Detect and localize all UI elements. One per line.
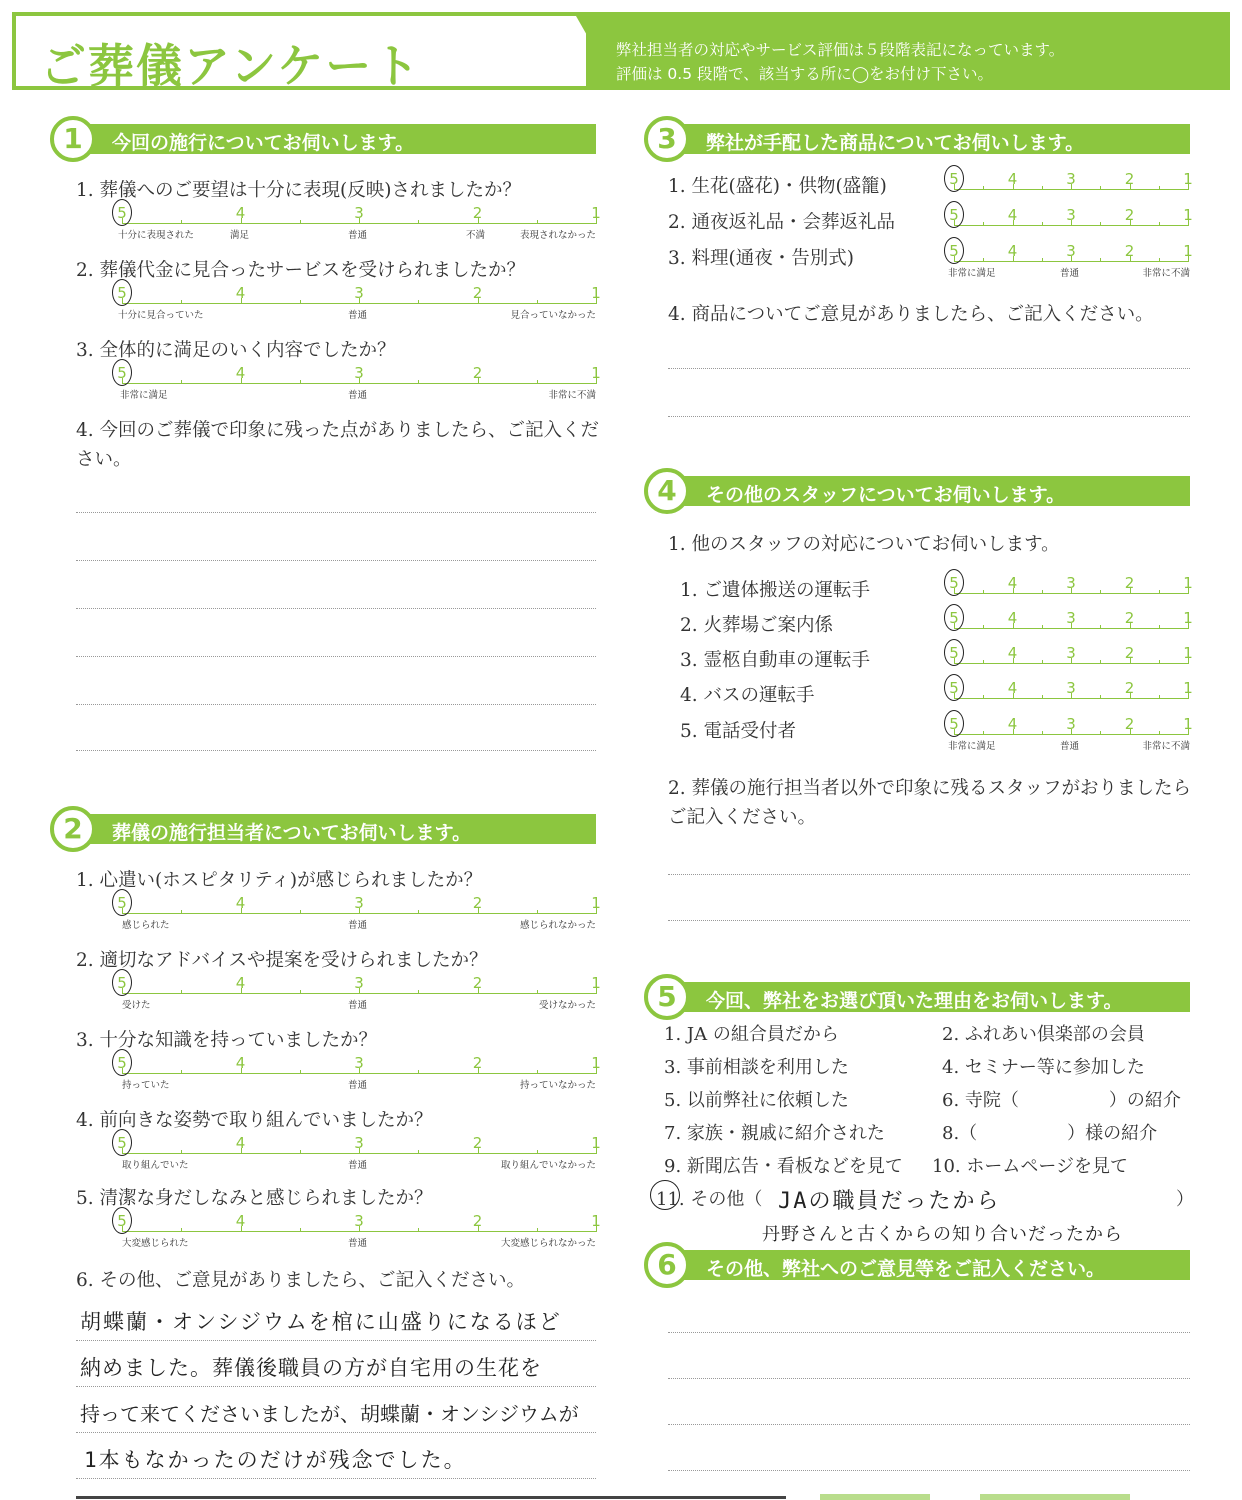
scale-number-2[interactable]: 2 bbox=[1124, 574, 1135, 592]
section-number: 1 bbox=[50, 116, 96, 162]
scale-half-tick bbox=[1100, 590, 1101, 594]
scale-number-1[interactable]: 1 bbox=[1183, 715, 1193, 733]
scale-label-1: 非常に不満 bbox=[1142, 268, 1190, 279]
rated-item: 1. ご遺体搬送の運転手 bbox=[680, 580, 871, 601]
section-number: 2 bbox=[50, 806, 96, 852]
other-close-paren: ） bbox=[1176, 1189, 1194, 1210]
scale-number-4[interactable]: 4 bbox=[235, 894, 246, 912]
rating-scale[interactable] bbox=[114, 1056, 600, 1090]
scale-number-4[interactable]: 4 bbox=[235, 1212, 246, 1230]
scale-half-tick bbox=[418, 300, 419, 304]
rating-scale[interactable] bbox=[114, 206, 600, 240]
scale-half-tick bbox=[181, 1150, 182, 1154]
rated-item: 2. 火葬場ご案内係 bbox=[680, 615, 834, 636]
reason-choice[interactable]: 4. セミナー等に参加した bbox=[942, 1057, 1145, 1078]
section-title: 今回、弊社をお選び頂いた理由をお伺いします。 bbox=[706, 990, 1123, 1012]
scale-number-2[interactable]: 2 bbox=[472, 1134, 483, 1152]
scale-label-5: 持っていた bbox=[122, 1080, 170, 1091]
scale-number-2[interactable]: 2 bbox=[472, 1054, 483, 1072]
scale-number-4[interactable]: 4 bbox=[235, 364, 246, 382]
scale-number-1[interactable]: 1 bbox=[1183, 574, 1193, 592]
scale-number-1[interactable]: 1 bbox=[591, 1054, 601, 1072]
section-title: 今回の施行についてお伺いします。 bbox=[112, 132, 415, 154]
selected-rating-circle bbox=[112, 199, 132, 226]
section-4-header bbox=[644, 476, 1190, 506]
selected-rating-circle bbox=[944, 710, 964, 737]
scale-half-tick bbox=[983, 660, 984, 664]
scale-number-5[interactable]: 5 bbox=[949, 715, 959, 733]
scale-number-1[interactable]: 1 bbox=[591, 1212, 601, 1230]
scale-number-1[interactable]: 1 bbox=[591, 894, 601, 912]
scale-half-tick bbox=[983, 258, 984, 262]
answer-line[interactable] bbox=[668, 368, 1190, 369]
scale-half-tick bbox=[418, 380, 419, 384]
section-number: 6 bbox=[644, 1242, 690, 1288]
footer-box bbox=[820, 1494, 930, 1500]
answer-line[interactable] bbox=[76, 656, 596, 657]
answer-line[interactable] bbox=[76, 1478, 596, 1479]
question-text: 5. 清潔な身だしなみと感じられましたか？ bbox=[76, 1188, 433, 1209]
scale-half-tick bbox=[537, 220, 538, 224]
rated-item: 5. 電話受付者 bbox=[680, 721, 797, 742]
scale-half-tick bbox=[300, 1070, 301, 1074]
reason-choice[interactable]: 2. ふれあい倶楽部の会員 bbox=[942, 1024, 1145, 1045]
scale-number-4[interactable]: 4 bbox=[1007, 715, 1018, 733]
scale-half-tick bbox=[537, 1228, 538, 1232]
scale-half-tick bbox=[983, 186, 984, 190]
selected-choice-circle bbox=[650, 1180, 680, 1210]
scale-half-tick bbox=[1042, 660, 1043, 664]
scale-half-tick bbox=[300, 990, 301, 994]
scale-half-tick bbox=[537, 1070, 538, 1074]
scale-number-3[interactable]: 3 bbox=[354, 204, 364, 222]
scale-label-4: 満足 bbox=[230, 230, 250, 241]
scale-half-tick bbox=[537, 300, 538, 304]
rating-scale[interactable] bbox=[114, 286, 600, 320]
scale-half-tick bbox=[418, 1228, 419, 1232]
answer-line[interactable] bbox=[76, 750, 596, 751]
question-text: 2. 適切なアドバイスや提案を受けられましたか？ bbox=[76, 950, 488, 971]
scale-number-4[interactable]: 4 bbox=[1007, 679, 1018, 697]
scale-half-tick bbox=[181, 1070, 182, 1074]
selected-rating-circle bbox=[112, 359, 132, 386]
scale-number-1[interactable]: 1 bbox=[1183, 242, 1193, 260]
scale-label-5: 受けた bbox=[122, 1000, 151, 1011]
scale-half-tick bbox=[418, 220, 419, 224]
scale-number-1[interactable]: 1 bbox=[1183, 170, 1193, 188]
section-3-header bbox=[644, 124, 1190, 154]
question-text: 3. 十分な知識を持っていましたか？ bbox=[76, 1030, 378, 1051]
scale-number-1[interactable]: 1 bbox=[1183, 206, 1193, 224]
scale-number-4[interactable]: 4 bbox=[1007, 170, 1018, 188]
scale-number-1[interactable]: 1 bbox=[1183, 644, 1193, 662]
scale-half-tick bbox=[1100, 695, 1101, 699]
rated-item: 3. 霊柩自動車の運転手 bbox=[680, 650, 871, 671]
section-6-header bbox=[644, 1250, 1190, 1280]
section-number: 4 bbox=[644, 468, 690, 514]
rating-scale[interactable] bbox=[946, 244, 1192, 278]
answer-line[interactable] bbox=[668, 416, 1190, 417]
reason-choice[interactable]: 3. 事前相談を利用した bbox=[664, 1057, 849, 1078]
scale-half-tick bbox=[300, 300, 301, 304]
answer-line[interactable] bbox=[76, 1432, 596, 1433]
selected-rating-circle bbox=[112, 969, 132, 996]
answer-line[interactable] bbox=[76, 704, 596, 705]
selected-rating-circle bbox=[112, 1129, 132, 1156]
scale-number-3[interactable]: 3 bbox=[354, 974, 364, 992]
scale-label-1: 取り組んでいなかった bbox=[500, 1160, 596, 1171]
scale-half-tick bbox=[181, 380, 182, 384]
scale-half-tick bbox=[1159, 222, 1160, 226]
reason-choice[interactable]: 5. 以前弊社に依頼した bbox=[664, 1090, 849, 1111]
scale-number-4[interactable]: 4 bbox=[235, 1054, 246, 1072]
selected-rating-circle bbox=[112, 279, 132, 306]
rating-scale[interactable] bbox=[946, 646, 1192, 680]
scale-half-tick bbox=[983, 695, 984, 699]
scale-label-1: 持っていなかった bbox=[519, 1080, 596, 1091]
scale-label-1: 見合っていなかった bbox=[510, 310, 596, 321]
scale-number-3[interactable]: 3 bbox=[1066, 644, 1076, 662]
rating-scale[interactable] bbox=[114, 366, 600, 400]
scale-number-5[interactable]: 5 bbox=[949, 644, 959, 662]
question-text: 1. 葬儀へのご要望は十分に表現(反映)されましたか？ bbox=[76, 180, 521, 201]
scale-half-tick bbox=[983, 590, 984, 594]
page-title: ご葬儀アンケート bbox=[40, 39, 422, 93]
scale-label-3: 普通 bbox=[348, 1000, 368, 1011]
question-text: 6. その他、ご意見がありましたら、ご記入ください。 bbox=[76, 1270, 526, 1291]
section-title: その他、弊社へのご意見等をご記入ください。 bbox=[706, 1258, 1106, 1280]
scale-number-4[interactable]: 4 bbox=[235, 1134, 246, 1152]
rating-scale[interactable] bbox=[946, 717, 1192, 751]
scale-number-5[interactable]: 5 bbox=[117, 204, 127, 222]
scale-number-3[interactable]: 3 bbox=[1066, 242, 1076, 260]
rating-scale[interactable] bbox=[946, 681, 1192, 715]
handwritten-comment-line: 持って来てくださいましたが、胡蝶蘭・オンシジウムが bbox=[80, 1402, 579, 1426]
scale-number-4[interactable]: 4 bbox=[1007, 574, 1018, 592]
scale-label-5: 非常に満足 bbox=[948, 741, 996, 752]
scale-label-1: 非常に不満 bbox=[548, 390, 596, 401]
scale-half-tick bbox=[1042, 695, 1043, 699]
scale-number-2[interactable]: 2 bbox=[1124, 170, 1135, 188]
scale-half-tick bbox=[418, 1070, 419, 1074]
rating-scale[interactable] bbox=[946, 172, 1192, 206]
rated-item: 4. バスの運転手 bbox=[680, 685, 815, 706]
scale-number-3[interactable]: 3 bbox=[354, 894, 364, 912]
selected-rating-circle bbox=[944, 674, 964, 701]
scale-number-3[interactable]: 3 bbox=[1066, 574, 1076, 592]
answer-line[interactable] bbox=[668, 1424, 1190, 1425]
scale-half-tick bbox=[1100, 660, 1101, 664]
rating-scale[interactable] bbox=[114, 976, 600, 1010]
scale-number-3[interactable]: 3 bbox=[354, 364, 364, 382]
scale-half-tick bbox=[1042, 222, 1043, 226]
scale-label-2: 不満 bbox=[466, 230, 486, 241]
selected-rating-circle bbox=[944, 165, 964, 192]
scale-number-1[interactable]: 1 bbox=[1183, 679, 1193, 697]
question-text: 4. 商品についてご意見がありましたら、ご記入ください。 bbox=[668, 304, 1154, 325]
scale-number-2[interactable]: 2 bbox=[472, 204, 483, 222]
scale-half-tick bbox=[418, 910, 419, 914]
scale-number-5[interactable]: 5 bbox=[949, 679, 959, 697]
section-title: その他のスタッフについてお伺いします。 bbox=[706, 484, 1066, 506]
scale-label-5: 十分に表現された bbox=[118, 230, 195, 241]
selected-rating-circle bbox=[944, 201, 964, 228]
handwritten-comment-line: 1本もなかったのだけが残念でした。 bbox=[84, 1448, 467, 1472]
scale-number-3[interactable]: 3 bbox=[354, 1134, 364, 1152]
answer-line[interactable] bbox=[76, 512, 596, 513]
question-text: 2. 葬儀の施行担当者以外で印象に残るスタッフがおりましたらご記入ください。 bbox=[668, 778, 1192, 828]
answer-line[interactable] bbox=[76, 560, 596, 561]
selected-rating-circle bbox=[944, 569, 964, 596]
scale-half-tick bbox=[537, 380, 538, 384]
scale-number-5[interactable]: 5 bbox=[117, 1212, 127, 1230]
scale-number-3[interactable]: 3 bbox=[1066, 715, 1076, 733]
rating-scale[interactable] bbox=[114, 1136, 600, 1170]
scale-half-tick bbox=[983, 625, 984, 629]
scale-half-tick bbox=[1100, 625, 1101, 629]
scale-number-3[interactable]: 3 bbox=[354, 1054, 364, 1072]
scale-number-3[interactable]: 3 bbox=[1066, 679, 1076, 697]
scale-number-2[interactable]: 2 bbox=[1124, 206, 1135, 224]
scale-number-3[interactable]: 3 bbox=[1066, 609, 1076, 627]
scale-number-3[interactable]: 3 bbox=[354, 1212, 364, 1230]
handwritten-comment-line: 納めました。葬儀後職員の方が自宅用の生花を bbox=[80, 1356, 542, 1380]
scale-number-2[interactable]: 2 bbox=[1124, 242, 1135, 260]
scale-number-1[interactable]: 1 bbox=[1183, 609, 1193, 627]
scale-number-5[interactable]: 5 bbox=[117, 1134, 127, 1152]
rated-item: 1. 生花(盛花)・供物(盛籠) bbox=[668, 176, 887, 197]
handwritten-comment-line: 胡蝶蘭・オンシジウムを棺に山盛りになるほど bbox=[80, 1310, 562, 1334]
scale-half-tick bbox=[300, 220, 301, 224]
rating-scale[interactable] bbox=[946, 611, 1192, 645]
scale-number-2[interactable]: 2 bbox=[1124, 609, 1135, 627]
reason-choice[interactable]: 10. ホームページを見て bbox=[932, 1156, 1128, 1177]
scale-label-1: 非常に不満 bbox=[1142, 741, 1190, 752]
reason-choice[interactable]: 8.（ ）様の紹介 bbox=[942, 1123, 1158, 1144]
scale-half-tick bbox=[1042, 731, 1043, 735]
scale-label-5: 取り組んでいた bbox=[122, 1160, 189, 1171]
scale-label-3: 普通 bbox=[348, 1238, 368, 1249]
scale-number-2[interactable]: 2 bbox=[472, 284, 483, 302]
selected-rating-circle bbox=[112, 1049, 132, 1076]
section-title: 葬儀の施行担当者についてお伺いします。 bbox=[112, 822, 472, 844]
selected-rating-circle bbox=[112, 1207, 132, 1234]
question-text: 4. 今回のご葬儀で印象に残った点がありましたら、ご記入ください。 bbox=[76, 420, 600, 470]
scale-label-3: 普通 bbox=[348, 390, 368, 401]
scale-number-5[interactable]: 5 bbox=[949, 242, 959, 260]
section-number: 3 bbox=[644, 116, 690, 162]
section-1-header bbox=[50, 124, 596, 154]
scale-number-4[interactable]: 4 bbox=[235, 284, 246, 302]
scale-half-tick bbox=[181, 990, 182, 994]
scale-number-3[interactable]: 3 bbox=[354, 284, 364, 302]
scale-label-5: 非常に満足 bbox=[948, 268, 996, 279]
scale-number-5[interactable]: 5 bbox=[949, 574, 959, 592]
header-note-1: 弊社担当者の対応やサービス評価は５段階表記になっています。 bbox=[616, 41, 1065, 59]
scale-half-tick bbox=[1042, 625, 1043, 629]
scale-half-tick bbox=[537, 1150, 538, 1154]
question-text: 2. 葬儀代金に見合ったサービスを受けられましたか？ bbox=[76, 260, 526, 281]
scale-half-tick bbox=[418, 1150, 419, 1154]
scale-label-1: 感じられなかった bbox=[519, 920, 596, 931]
scale-label-3: 普通 bbox=[348, 1160, 368, 1171]
section-number: 5 bbox=[644, 974, 690, 1020]
scale-half-tick bbox=[1159, 186, 1160, 190]
rating-scale[interactable] bbox=[114, 1214, 600, 1248]
scale-half-tick bbox=[1100, 186, 1101, 190]
scale-half-tick bbox=[181, 300, 182, 304]
scale-half-tick bbox=[300, 910, 301, 914]
scale-number-2[interactable]: 2 bbox=[1124, 644, 1135, 662]
scale-half-tick bbox=[983, 222, 984, 226]
scale-half-tick bbox=[1159, 625, 1160, 629]
scale-label-1: 受けなかった bbox=[538, 1000, 596, 1011]
footer-box bbox=[980, 1494, 1130, 1500]
scale-number-5[interactable]: 5 bbox=[117, 364, 127, 382]
scale-half-tick bbox=[1159, 660, 1160, 664]
scale-number-2[interactable]: 2 bbox=[1124, 679, 1135, 697]
selected-rating-circle bbox=[944, 639, 964, 666]
scale-half-tick bbox=[181, 910, 182, 914]
answer-line[interactable] bbox=[668, 1378, 1190, 1379]
scale-label-1: 表現されなかった bbox=[519, 230, 596, 241]
scale-number-4[interactable]: 4 bbox=[235, 974, 246, 992]
scale-half-tick bbox=[300, 380, 301, 384]
answer-line[interactable] bbox=[668, 1332, 1190, 1333]
scale-label-1: 大変感じられなかった bbox=[500, 1238, 596, 1249]
scale-half-tick bbox=[1042, 590, 1043, 594]
question-text: 3. 全体的に満足のいく内容でしたか？ bbox=[76, 340, 396, 361]
reason-choice[interactable]: 6. 寺院（ ）の紹介 bbox=[942, 1090, 1181, 1111]
scale-number-5[interactable]: 5 bbox=[117, 974, 127, 992]
scale-number-2[interactable]: 2 bbox=[472, 364, 483, 382]
scale-label-3: 普通 bbox=[348, 230, 368, 241]
footer-rule bbox=[76, 1496, 786, 1499]
question-text: 4. 前向きな姿勢で取り組んでいましたか？ bbox=[76, 1110, 433, 1131]
reason-choice[interactable]: 1. JA の組合員だから bbox=[664, 1024, 839, 1045]
answer-line[interactable] bbox=[668, 874, 1190, 875]
selected-rating-circle bbox=[944, 237, 964, 264]
scale-half-tick bbox=[1042, 186, 1043, 190]
reason-choice-other[interactable]: 11. その他（ bbox=[656, 1189, 763, 1210]
scale-number-2[interactable]: 2 bbox=[1124, 715, 1135, 733]
scale-half-tick bbox=[181, 1228, 182, 1232]
answer-line[interactable] bbox=[76, 1340, 596, 1341]
scale-label-3: 普通 bbox=[348, 310, 368, 321]
scale-half-tick bbox=[1159, 258, 1160, 262]
scale-number-4[interactable]: 4 bbox=[1007, 206, 1018, 224]
scale-number-2[interactable]: 2 bbox=[472, 974, 483, 992]
scale-number-4[interactable]: 4 bbox=[1007, 644, 1018, 662]
question-text: 1. 他のスタッフの対応についてお伺いします。 bbox=[668, 534, 1060, 555]
scale-number-3[interactable]: 3 bbox=[1066, 206, 1076, 224]
scale-number-4[interactable]: 4 bbox=[1007, 609, 1018, 627]
scale-label-3: 普通 bbox=[1060, 741, 1080, 752]
scale-number-2[interactable]: 2 bbox=[472, 894, 483, 912]
section-title: 弊社が手配した商品についてお伺いします。 bbox=[706, 132, 1085, 154]
scale-number-1[interactable]: 1 bbox=[591, 204, 601, 222]
answer-line[interactable] bbox=[76, 608, 596, 609]
scale-number-1[interactable]: 1 bbox=[591, 974, 601, 992]
section-2-header bbox=[50, 814, 596, 844]
rating-scale[interactable] bbox=[946, 576, 1192, 610]
scale-label-3: 普通 bbox=[348, 1080, 368, 1091]
scale-label-5: 十分に見合っていた bbox=[118, 310, 204, 321]
scale-half-tick bbox=[537, 990, 538, 994]
scale-half-tick bbox=[1159, 590, 1160, 594]
selected-rating-circle bbox=[944, 604, 964, 631]
question-text: 1. 心遣い(ホスピタリティ)が感じられましたか？ bbox=[76, 870, 483, 891]
scale-half-tick bbox=[1100, 731, 1101, 735]
scale-label-3: 普通 bbox=[1060, 268, 1080, 279]
reason-choice[interactable]: 7. 家族・親戚に紹介された bbox=[664, 1123, 885, 1144]
handwritten-other-reason: 丹野さんと古くからの知り合いだったから bbox=[762, 1224, 1123, 1245]
scale-half-tick bbox=[1159, 731, 1160, 735]
header-note-2: 評価は 0.5 段階で、該当する所に◯をお付け下さい。 bbox=[616, 65, 994, 83]
answer-line[interactable] bbox=[668, 1470, 1190, 1471]
scale-half-tick bbox=[300, 1228, 301, 1232]
scale-number-5[interactable]: 5 bbox=[117, 1054, 127, 1072]
handwritten-other-reason: JAの職員だったから bbox=[778, 1189, 1001, 1214]
scale-label-5: 大変感じられた bbox=[122, 1238, 189, 1249]
scale-half-tick bbox=[983, 731, 984, 735]
scale-number-5[interactable]: 5 bbox=[949, 206, 959, 224]
rated-item: 3. 料理(通夜・告別式) bbox=[668, 248, 854, 269]
scale-number-5[interactable]: 5 bbox=[949, 170, 959, 188]
scale-label-3: 普通 bbox=[348, 920, 368, 931]
rating-scale[interactable] bbox=[114, 896, 600, 930]
scale-half-tick bbox=[1042, 258, 1043, 262]
scale-number-5[interactable]: 5 bbox=[117, 894, 127, 912]
scale-number-1[interactable]: 1 bbox=[591, 364, 601, 382]
rated-item: 2. 通夜返礼品・会葬返礼品 bbox=[668, 212, 896, 233]
scale-half-tick bbox=[181, 220, 182, 224]
selected-rating-circle bbox=[112, 889, 132, 916]
scale-label-5: 感じられた bbox=[122, 920, 170, 931]
scale-number-1[interactable]: 1 bbox=[591, 284, 601, 302]
scale-number-5[interactable]: 5 bbox=[117, 284, 127, 302]
reason-choice[interactable]: 9. 新聞広告・看板などを見て bbox=[664, 1156, 903, 1177]
rating-scale[interactable] bbox=[946, 208, 1192, 242]
scale-number-4[interactable]: 4 bbox=[235, 204, 246, 222]
scale-label-5: 非常に満足 bbox=[120, 390, 168, 401]
answer-line[interactable] bbox=[668, 920, 1190, 921]
scale-number-2[interactable]: 2 bbox=[472, 1212, 483, 1230]
scale-half-tick bbox=[1159, 695, 1160, 699]
scale-half-tick bbox=[418, 990, 419, 994]
section-5-header bbox=[644, 982, 1190, 1012]
scale-number-3[interactable]: 3 bbox=[1066, 170, 1076, 188]
scale-number-5[interactable]: 5 bbox=[949, 609, 959, 627]
scale-number-4[interactable]: 4 bbox=[1007, 242, 1018, 260]
scale-half-tick bbox=[300, 1150, 301, 1154]
scale-half-tick bbox=[1100, 222, 1101, 226]
answer-line[interactable] bbox=[76, 1386, 596, 1387]
scale-half-tick bbox=[1100, 258, 1101, 262]
scale-half-tick bbox=[537, 910, 538, 914]
scale-number-1[interactable]: 1 bbox=[591, 1134, 601, 1152]
